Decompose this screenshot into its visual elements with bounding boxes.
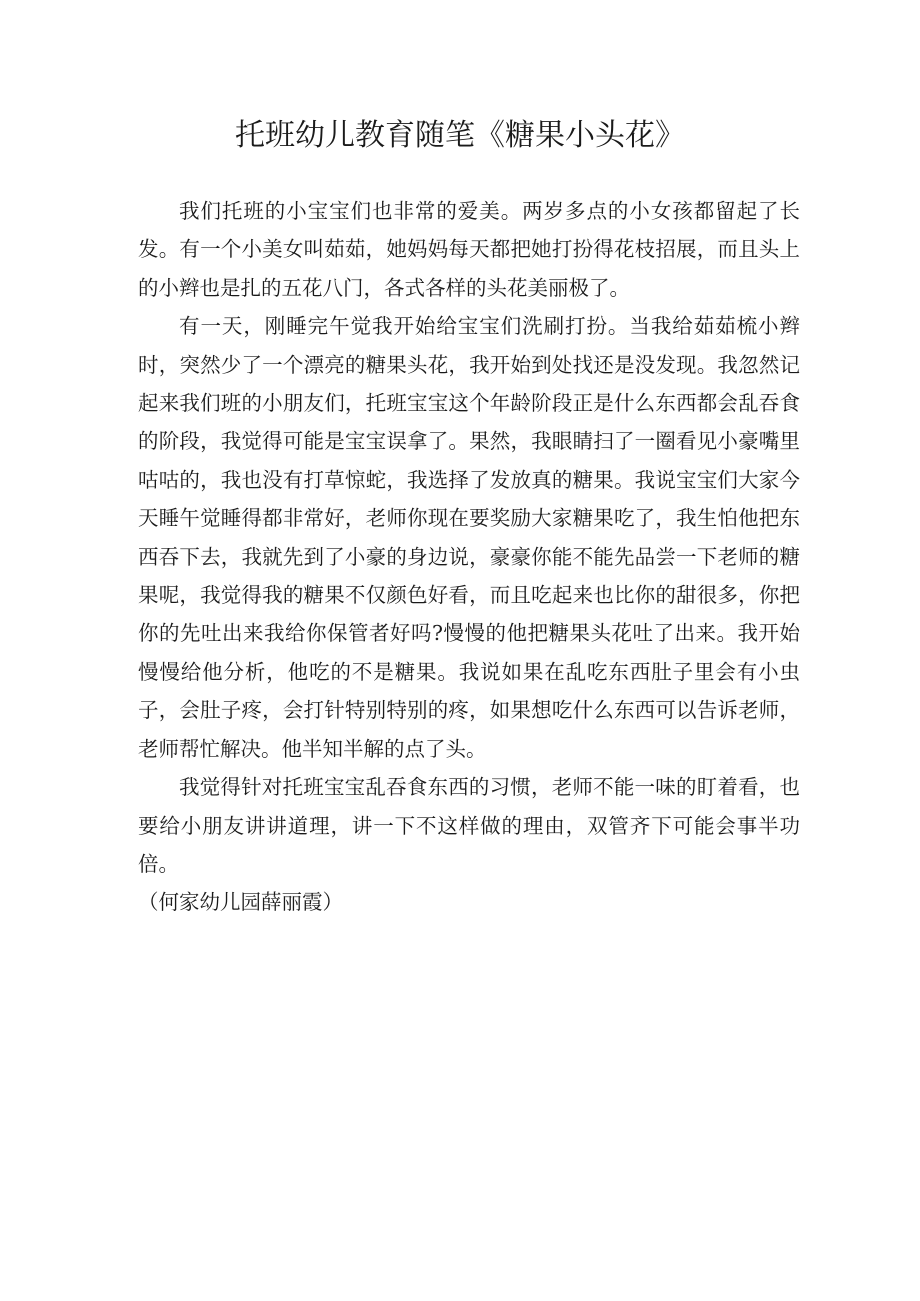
- document-title: 托班幼儿教育随笔《糖果小头花》: [235, 118, 685, 153]
- paragraph-3: 我觉得针对托班宝宝乱吞食东西的习惯，老师不能一味的盯着看，也要给小朋友讲讲道理，讲一下不这样做的理由，双管齐下可能会事半功倍。: [138, 775, 800, 876]
- document-body: [138, 192, 800, 922]
- paragraph-1: 我们托班的小宝宝们也非常的爱美。两岁多点的小女孩都留起了长发。有一个小美女叫茹茹，她妈妈每天都把她打扮得花枝招展，而且头上的小辫也是扎的五花八门，各式各样的头花美丽极了。: [138, 199, 800, 300]
- paragraph-2: 有一天，刚睡完午觉我开始给宝宝们洗刷打扮。当我给茹茹梳小辫时，突然少了一个漂亮的糖果头花，我开始到处找还是没发现。我忽然记起来我们班的小朋友们，托班宝宝这个年龄阶段正是什么东西都会乱吞食的阶段，我觉得可能是宝宝误拿了。果然，我眼睛扫了一圈看见小豪嘴里咕咕的，我也没有打草惊蛇，我选择了发放真的糖果。我说宝宝们大家今天睡午觉睡得都非常好，老师你现在要奖励大家糖果吃了，我生怕他把东西吞下去，我就先到了小豪的身边说，豪豪你能不能先品尝一下老师的糖果呢，我觉得我的糖果不仅颜色好看，而且吃起来也比你的甜很多，你把你的先吐出来我给你保管者好吗?慢慢的他把糖果头花吐了出来。我开始慢慢给他分析，他吃的不是糖果。我说如果在乱吃东西肚子里会有小虫子，会肚子疼，会打针特别特别的疼，如果想吃什么东西可以告诉老师，老师帮忙解决。他半知半解的点了头。: [138, 314, 800, 761]
- author-signature: （何家幼儿园薛丽霞）: [138, 890, 343, 915]
